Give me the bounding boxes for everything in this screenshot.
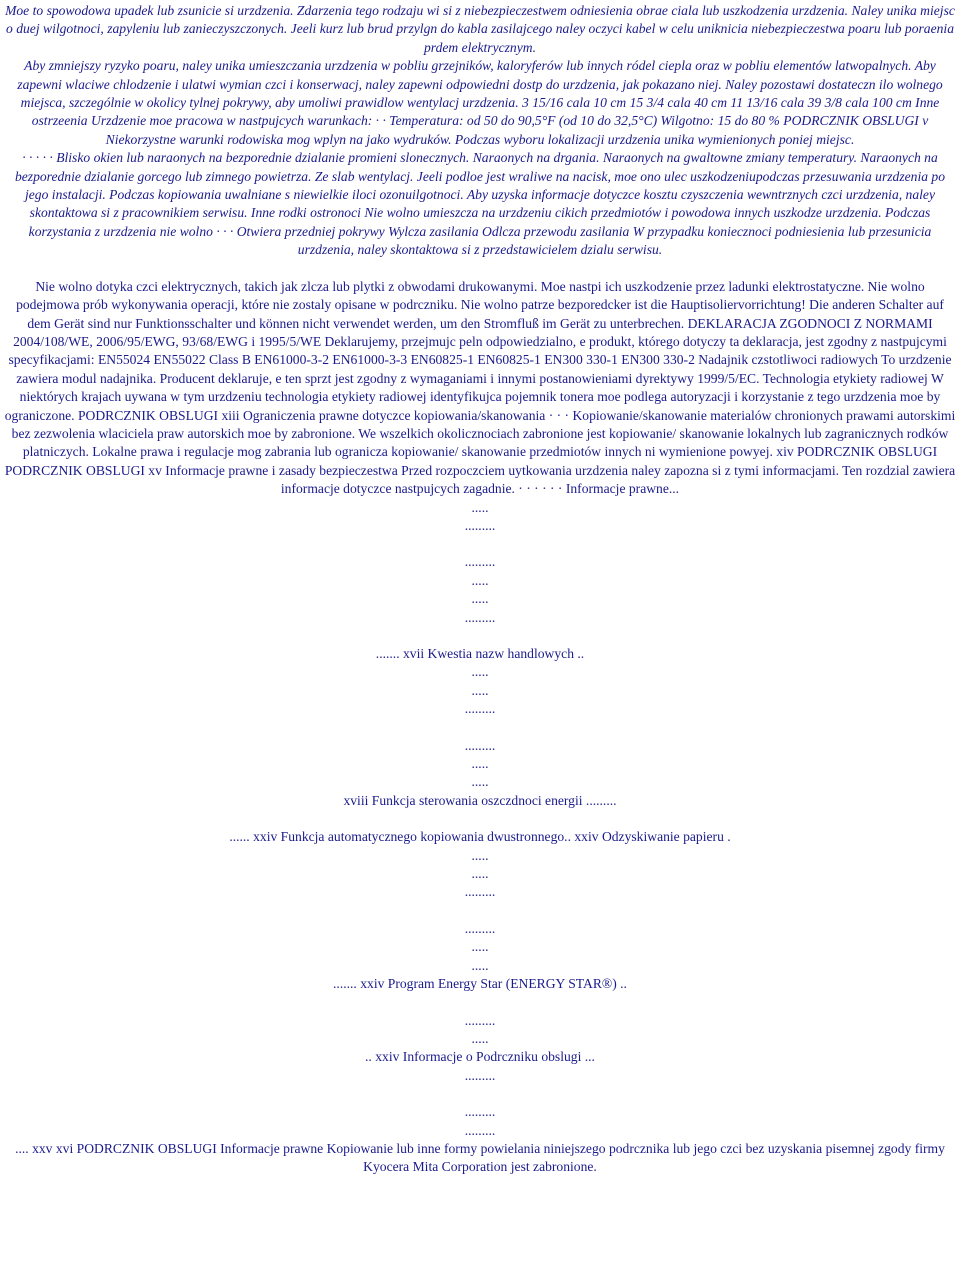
toc-line: .... xxv xvi PODRCZNIK OBSLUGI Informacje prawne Kopiowanie lub inne formy powielania niniejszego podrcznika lub jego czci bez uzyskania pisemnej zgody firmy Kyocera Mita Corporation jest zabronione. xyxy=(15,1140,945,1175)
table-of-contents xyxy=(4,499,956,1177)
toc-line: .. xxiv Informacje o Podrczniku obslugi ... xyxy=(365,1049,595,1065)
toc-line: ......... xyxy=(464,1104,496,1120)
toc-line: ..... xyxy=(471,591,489,607)
paragraph-gap xyxy=(4,260,956,278)
toc-spacer xyxy=(4,719,956,737)
toc-line: ......... xyxy=(464,609,496,625)
toc-line: ......... xyxy=(464,1067,496,1083)
toc-spacer xyxy=(4,810,956,828)
toc-line: ..... xyxy=(471,664,489,680)
toc-line: ......... xyxy=(464,1122,496,1138)
toc-spacer xyxy=(4,902,956,920)
toc-line: ...... xxiv Funkcja automatycznego kopiowania dwustronnego.. xxiv Odzyskiwanie papieru . xyxy=(229,829,731,845)
warning-paragraph-1: Moe to spowodowa upadek lub zsunicie si urzdzenia. Zdarzenia tego rodzaju wi si z niebezpieczestwem odniesienia obrae ciala lub uszkodzenia urzdzenia. Naley unika miejsc o duej wilgotnoci, zapyleniu lub zanieczyszczonych. Jeeli kurz lub brud przylgn do kabla zasilajcego naley oczyci kabel w celu uniknicia niebezpieczestwa poaru lub poraenia prdem elektrycznym. xyxy=(5,3,955,55)
legal-paragraph: Nie wolno dotyka czci elektrycznych, takich jak zlcza lub plytki z obwodami drukowanymi. Moe nastpi ich uszkodzenie przez ladunki elektrostatyczne. Nie wolno podejmowa prób wykonywania operacji, które nie zostaly opisane w podrczniku. Nie wolno patrze bezporedcker ist die Hauptisoliervorrichtung! Die anderen Schalter auf dem Gerät sind nur Funktionsschalter und können nicht verwendet werden, um den Stromfluß im Gerät zu unterbrechen. DEKLARACJA ZGODNOCI Z NORMAMI 2004/108/WE, 2006/95/EWG, 93/68/EWG i 1995/5/WE Deklarujemy, przejmujc peln odpowiedzialno, e produkt, którego dotyczy ta deklaracja, jest zgodny z nastpujcymi specyfikacjami: EN55024 EN55022 Class B EN61000-3-2 EN61000-3-3 EN60825-1 EN60825-1 EN300 330-1 EN300 330-2 Nadajnik czstotliwoci radiowych To urzdzenie zawiera modul nadajnika. Producent deklaruje, e ten sprzt jest zgodny z wymaganiami i innymi postanowieniami dyrektywy 1999/5/EC. Technologia etykiety radiowej W niektórych krajach uywana w tym urzdzeniu technologia etykiety radiowej identyfikujca pojemnik tonera moe podlega autoryzacji i korzystanie z tego urzdzenia moe by ograniczone. PODRCZNIK OBSLUGI xiii Ograniczenia prawne dotyczce kopiowania/skanowania · · · Kopiowanie/skanowanie materialów chronionych prawami autorskimi bez zezwolenia wlaciciela praw autorskich moe by zabronione. We wszelkich okolicznociach zabronione jest kopiowanie/ skanowanie lokalnych lub zagranicznych rodków platniczych. Lokalne prawa i regulacje mog zabrania lub ogranicza kopiowanie/ skanowanie przedmiotów innych ni wymienione powyej. xiv PODRCZNIK OBSLUGI PODRCZNIK OBSLUGI xv Informacje prawne i zasady bezpieczestwa Przed rozpoczciem uytkowania urzdzenia naley zapozna si z tymi informacjami. Ten rozdzial zawiera informacje dotyczce nastpujcych zagadnie. · · · · · · Informacje prawne... xyxy=(4,278,956,497)
toc-line: ......... xyxy=(464,554,496,570)
toc-line: ..... xyxy=(471,774,489,790)
toc-line: ......... xyxy=(464,884,496,900)
toc-line: ..... xyxy=(471,957,489,973)
toc-line: ......... xyxy=(464,517,496,533)
toc-spacer xyxy=(4,994,956,1012)
toc-line: ......... xyxy=(464,737,496,753)
warning-paragraph-2: Aby zmniejszy ryzyko poaru, naley unika umieszczania urzdzenia w pobliu grzejników, kaloryferów lub innych ródel ciepla oraz w pobliu elementów latwopalnych. Aby zapewni wlaciwe chlodzenie i ulatwi wymian czci i konserwacj, naley zapewni odpowiedni dostp do urzdzenia, jak pokazano niej. Naley pozostawi dostateczn ilo wolnego miejsca, szczególnie w okolicy tylnej pokrywy, aby umoliwi prawidlow wentylacj urzdzenia. 3 15/16 cala 10 cm 15 3/4 cala 40 cm 11 13/16 cala 39 3/8 cala 100 cm Inne ostrzeenia Urzdzenie moe pracowa w nastpujcych warunkach: · · Temperatura: od 50 do 90,5°F (od 10 do 32,5°C) Wilgotno: 15 do 80 % PODRCZNIK OBSLUGI v Niekorzystne warunki rodowiska mog wplyn na jako wydruków. Podczas wyboru lokalizacji urzdzenia unika wymienionych poniej miejsc. xyxy=(17,58,943,147)
toc-line: ......... xyxy=(464,701,496,717)
toc-line: ......... xyxy=(464,920,496,936)
toc-line: ..... xyxy=(471,1030,489,1046)
toc-line: ..... xyxy=(471,499,489,515)
warning-paragraph-3: · · · · · Blisko okien lub naraonych na bezporednie dzialanie promieni slonecznych. Naraonych na drgania. Naraonych na gwaltowne zmiany temperatury. Naraonych na bezporednie dzialanie gorcego lub zimnego powietrza. Ze slab wentylacj. Jeeli podloe jest wraliwe na nacisk, moe ono ulec uszkodzeniupodczas przesuwania urzdzenia po jego instalacji. Podczas kopiowania uwalniane s niewielkie iloci ozonuilgotnoci. Aby uzyska informacje dotyczce kosztu czyszczenia wewntrznych czci urzdzenia, naley skontaktowa si z pracownikiem serwisu. Inne rodki ostronoci Nie wolno umieszcza na urzdzeniu cikich przedmiotów i powodowa innych uszkodze urzdzenia. Podczas korzystania z urzdzenia nie wolno · · · Otwiera przedniej pokrywy Wylcza zasilania Odlcza przewodu zasilania W przypadku koniecznoci podniesienia lub przesunicia urzdzenia, naley skontaktowa si z przedstawicielem dzialu serwisu. xyxy=(14,150,946,258)
toc-line: ....... xvii Kwestia nazw handlowych .. xyxy=(375,646,585,661)
toc-line: ..... xyxy=(471,756,489,772)
toc-spacer xyxy=(4,627,956,645)
toc-line: ..... xyxy=(471,682,489,698)
document-page xyxy=(4,0,956,1177)
toc-line: ..... xyxy=(471,866,489,882)
toc-line: ..... xyxy=(471,572,489,588)
toc-line: ..... xyxy=(471,939,489,955)
toc-spacer xyxy=(4,1085,956,1103)
toc-spacer xyxy=(4,535,956,553)
toc-line: ....... xxiv Program Energy Star (ENERGY STAR®) .. xyxy=(333,976,627,992)
toc-line: ..... xyxy=(471,847,489,863)
toc-line: xviii Funkcja sterowania oszczdnoci energii ......... xyxy=(343,792,617,808)
toc-line: ......... xyxy=(464,1012,496,1028)
